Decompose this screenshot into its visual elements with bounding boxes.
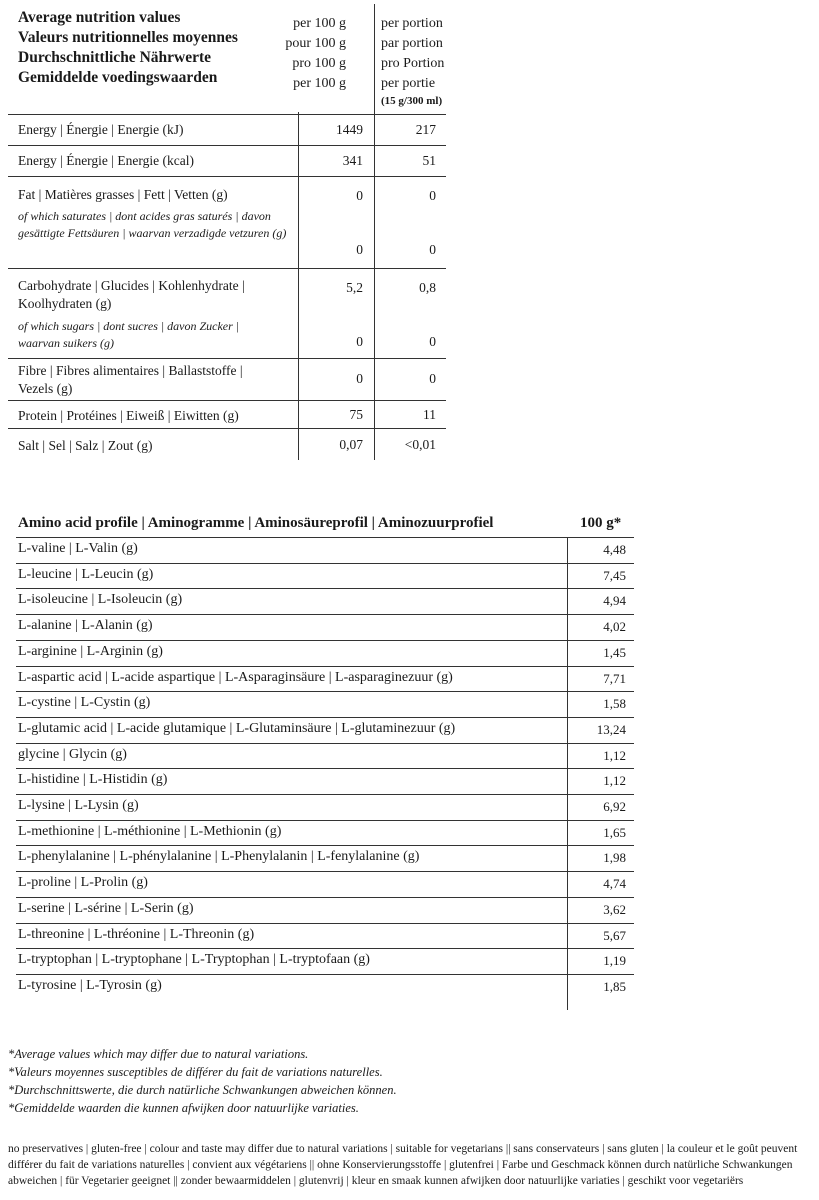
energy-kj-100g: 1449	[336, 122, 363, 137]
amino-row	[16, 614, 634, 640]
nutrition-title-en: Average nutrition values	[18, 9, 181, 26]
per-100g-de: pro 100 g	[292, 56, 346, 71]
salt-label: Salt | Sel | Salz | Zout (g)	[18, 438, 153, 453]
fat-portion: 0	[429, 188, 436, 203]
amino-value: 3,62	[603, 901, 626, 917]
carbohydrate-label: Carbohydrate | Glucides | Kohlenhydrate | Koolhydraten (g)	[18, 278, 245, 311]
amino-name: L-lysine | L-Lysin (g)	[18, 798, 139, 813]
fibre-label: Fibre | Fibres alimentaires | Ballaststoffe | Vezels (g)	[18, 363, 243, 396]
amino-row-divider	[16, 614, 634, 615]
amino-row	[16, 923, 634, 949]
amino-name: L-histidine | L-Histidin (g)	[18, 772, 168, 788]
amino-value: 1,12	[603, 747, 626, 763]
amino-name: L-arginine | L-Arginin (g)	[18, 643, 163, 659]
fibre-portion: 0	[429, 371, 436, 386]
amino-row	[16, 640, 634, 666]
amino-value: 4,48	[603, 542, 626, 557]
amino-row-divider	[16, 948, 634, 949]
amino-name: L-alanine | L-Alanin (g)	[18, 618, 153, 634]
per-portion-de: pro Portion	[381, 56, 445, 71]
footnote-nl: *Gemiddelde waarden die kunnen afwijken door natuurlijke variaties.	[8, 1101, 359, 1115]
saturates-portion: 0	[429, 242, 436, 257]
column-divider-portion	[374, 4, 375, 460]
amino-column-divider	[567, 537, 568, 1010]
amino-value: 13,24	[596, 721, 626, 737]
fat-label: Fat | Matières grasses | Fett | Vetten (g)	[18, 187, 228, 202]
energy-kcal-label: Energy | Énergie | Energie (kcal)	[18, 153, 194, 168]
amino-name: L-tryptophan | L-tryptophane | L-Tryptophan | L-tryptofaan (g)	[18, 952, 370, 968]
portion-note: (15 g/300 ml)	[381, 95, 443, 107]
amino-row-divider	[16, 871, 634, 872]
amino-name: glycine | Glycin (g)	[18, 746, 127, 762]
amino-value: 4,02	[603, 619, 626, 635]
amino-name: L-tyrosine | L-Tyrosin (g)	[18, 977, 162, 993]
amino-row	[16, 537, 634, 563]
amino-name: L-valine | L-Valin (g)	[18, 541, 138, 556]
amino-row-divider	[16, 563, 634, 564]
amino-name: L-glutamic acid | L-acide glutamique | L-Glutaminsäure | L-glutaminezuur (g)	[18, 720, 456, 736]
per-100g-en: per 100 g	[293, 16, 346, 31]
row-divider	[8, 358, 446, 359]
salt-portion: <0,01	[404, 437, 436, 452]
amino-row-divider	[16, 588, 634, 589]
amino-value: 4,94	[603, 593, 626, 609]
amino-row-divider	[16, 794, 634, 795]
per-portion-en: per portion	[381, 16, 443, 31]
amino-name: L-leucine | L-Leucin (g)	[18, 566, 154, 582]
amino-row	[16, 691, 634, 717]
saturates-label: of which saturates | dont acides gras saturés | davon gesättigte Fettsäuren | waarvan verzadigde vetzuren (g)	[18, 209, 287, 240]
amino-row-divider	[16, 717, 634, 718]
footnote-fr: *Valeurs moyennes susceptibles de différer du fait de variations naturelles.	[8, 1065, 383, 1079]
per-portion-header	[381, 14, 444, 108]
amino-row	[16, 974, 634, 1000]
carbohydrate-portion: 0,8	[419, 280, 436, 295]
per-portion-nl: per portie	[381, 76, 436, 91]
amino-value: 1,98	[603, 850, 626, 866]
amino-row	[16, 948, 634, 974]
energy-kj-portion: 217	[415, 122, 436, 137]
sugars-label: of which sugars | dont sucres | davon Zucker | waarvan suikers (g)	[18, 319, 240, 350]
amino-value: 1,45	[603, 644, 626, 660]
sugars-100g: 0	[356, 334, 363, 349]
protein-100g: 75	[349, 407, 363, 422]
amino-name: L-phenylalanine | L-phénylalanine | L-Phenylalanin | L-fenylalanine (g)	[18, 849, 420, 865]
row-divider	[8, 268, 446, 269]
amino-name: L-proline | L-Prolin (g)	[18, 875, 148, 891]
column-divider-100g	[298, 112, 299, 460]
amino-name: L-serine | L-sérine | L-Serin (g)	[18, 900, 194, 916]
row-divider	[8, 114, 446, 115]
amino-unit-header: 100 g*	[580, 515, 622, 531]
protein-label: Protein | Protéines | Eiweiß | Eiwitten (g)	[18, 408, 239, 423]
amino-row	[16, 717, 634, 743]
amino-value: 1,85	[603, 978, 626, 994]
amino-value: 1,19	[603, 953, 626, 969]
amino-name: L-methionine | L-méthionine | L-Methionin (g)	[18, 823, 282, 839]
energy-kcal-portion: 51	[422, 153, 436, 168]
amino-row	[16, 897, 634, 923]
amino-header: Amino acid profile | Aminogramme | Aminosäureprofil | Aminozuurprofiel	[18, 515, 494, 531]
per-100g-header	[196, 14, 346, 94]
amino-row-divider	[16, 820, 634, 821]
amino-row	[16, 563, 634, 589]
amino-value: 7,45	[603, 567, 626, 583]
amino-name: L-cystine | L-Cystin (g)	[18, 695, 151, 711]
row-divider	[8, 145, 446, 146]
amino-row	[16, 588, 634, 614]
fibre-100g: 0	[356, 371, 363, 386]
amino-row	[16, 845, 634, 871]
amino-row-divider	[16, 691, 634, 692]
amino-row-divider	[16, 974, 634, 975]
footnote-de: *Durchschnittswerte, die durch natürliche Schwankungen abweichen können.	[8, 1083, 397, 1097]
amino-row-divider	[16, 845, 634, 846]
amino-value: 1,65	[603, 824, 626, 840]
amino-value: 7,71	[603, 670, 626, 686]
protein-portion: 11	[423, 407, 436, 422]
row-divider	[8, 176, 446, 177]
row-divider	[8, 400, 446, 401]
amino-row-divider	[16, 537, 634, 538]
amino-row	[16, 871, 634, 897]
amino-row-divider	[16, 768, 634, 769]
per-100g-nl: per 100 g	[293, 76, 346, 91]
amino-row	[16, 820, 634, 846]
per-100g-fr: pour 100 g	[285, 36, 346, 51]
amino-row	[16, 768, 634, 794]
amino-row	[16, 794, 634, 820]
amino-value: 1,58	[603, 696, 626, 712]
nutrition-title-nl: Gemiddelde voedingswaarden	[18, 69, 218, 86]
fat-100g: 0	[356, 188, 363, 203]
amino-row	[16, 666, 634, 692]
amino-row-divider	[16, 743, 634, 744]
energy-kcal-100g: 341	[342, 153, 363, 168]
amino-name: L-threonine | L-thréonine | L-Threonin (g)	[18, 926, 255, 942]
amino-value: 5,67	[603, 927, 626, 943]
carbohydrate-100g: 5,2	[346, 280, 363, 295]
footnotes	[8, 1045, 397, 1117]
energy-kj-label: Energy | Énergie | Energie (kJ)	[18, 122, 184, 137]
footnote-en: *Average values which may differ due to natural variations.	[8, 1047, 309, 1061]
saturates-100g: 0	[356, 242, 363, 257]
salt-100g: 0,07	[339, 437, 363, 452]
amino-row-divider	[16, 897, 634, 898]
amino-value: 1,12	[603, 773, 626, 789]
amino-value: 4,74	[603, 876, 626, 892]
per-portion-fr: par portion	[381, 36, 443, 51]
nutrition-title-fr: Valeurs nutritionnelles moyennes	[18, 29, 238, 46]
product-claims: no preservatives | gluten-free | colour and taste may differ due to natural variations | suitable for vegetarians || sans conservateurs | sans gluten | la couleur et le goût peuvent différer du fait de variations naturelles | convient aux végétariens || ohne Konservierungsstoffe | glutenfrei | Farbe und Geschmack können durch natürliche Schwankungen abweichen | für Vegetarier geeignet || zonder bewaarmiddelen | glutenvrij | kleur en smaak kunnen afwijken door natuurlijke variaties | geschikt voor vegetariërs	[8, 1143, 798, 1187]
amino-value: 6,92	[603, 799, 626, 814]
amino-row	[16, 743, 634, 769]
row-divider	[8, 428, 446, 429]
amino-row-divider	[16, 640, 634, 641]
amino-name: L-isoleucine | L-Isoleucin (g)	[18, 592, 183, 608]
nutrition-title-de: Durchschnittliche Nährwerte	[18, 49, 212, 66]
sugars-portion: 0	[429, 334, 436, 349]
amino-name: L-aspartic acid | L-acide aspartique | L-Asparaginsäure | L-asparaginezuur (g)	[18, 669, 453, 685]
amino-row-divider	[16, 666, 634, 667]
amino-row-divider	[16, 923, 634, 924]
